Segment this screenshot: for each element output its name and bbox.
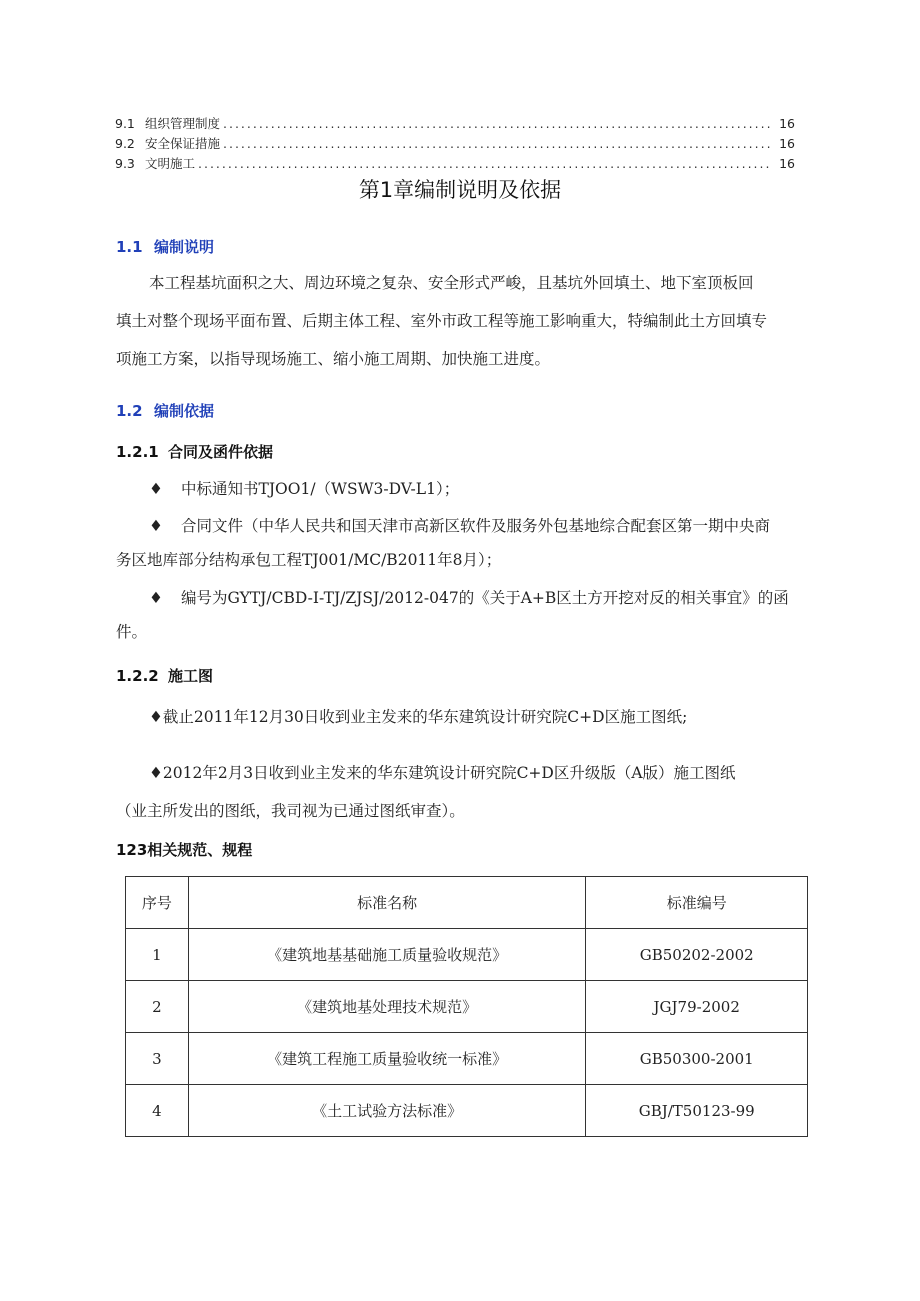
list-item [149, 586, 789, 608]
table-cell: 2 [126, 981, 189, 1033]
section-number: 1.2 [116, 402, 143, 420]
bullet-icon: ♦ [149, 517, 163, 535]
text-line: ♦2012年2月3日收到业主发来的华东建筑设计研究院C+D区升级版（A版）施工图纸 [149, 764, 736, 782]
table-cell: 3 [126, 1033, 189, 1085]
list-item-text: 编号为GYTJ/CBD-I-TJ/ZJSJ/2012-047的《关于A+B区土方开挖对反的相关事宜》的函 [181, 589, 789, 607]
table-cell: 1 [126, 929, 189, 981]
table-row [126, 929, 808, 981]
text-line: （业主所发出的图纸，我司视为已通过图纸审查）。 [116, 802, 465, 820]
section-heading-1-1 [116, 236, 214, 257]
subsection-number: 1.2.2 [116, 667, 159, 685]
list-item-text: 合同文件（中华人民共和国天津市高新区软件及服务外包基地综合配套区第一期中央商 [181, 517, 771, 535]
table-cell: 《建筑地基基础施工质量验收规范》 [188, 929, 586, 981]
list-item-text: 中标通知书TJOO1/（WSW3-DV-L1）； [181, 480, 460, 498]
subsection-title: 施工图 [168, 667, 214, 685]
table-cell: GBJ/T50123-99 [586, 1085, 808, 1137]
subsection-number: 1.2.1 [116, 443, 159, 461]
subsection-heading-1-2-1 [116, 441, 273, 462]
table-cell: 《建筑地基处理技术规范》 [188, 981, 586, 1033]
toc-number: 9.3 [115, 156, 135, 171]
toc-number: 9.1 [115, 116, 135, 131]
chapter-title: 第1章编制说明及依据 [358, 178, 562, 202]
column-header: 序号 [126, 877, 189, 929]
table-cell: GB50202-2002 [586, 929, 808, 981]
table-row [126, 1033, 808, 1085]
section-title: 编制依据 [154, 402, 215, 420]
toc-number: 9.2 [115, 136, 135, 151]
toc-page: 16 [779, 116, 795, 131]
list-item-continuation: 务区地库部分结构承包工程TJ001/MC/B2011年8月）； [116, 551, 502, 569]
standards-table [125, 876, 808, 1137]
table-cell: 4 [126, 1085, 189, 1137]
list-item-continuation: 件。 [116, 623, 148, 641]
subsection-heading-1-2-2 [116, 665, 213, 686]
table-cell: GB50300-2001 [586, 1033, 808, 1085]
bullet-icon: ♦ [149, 589, 163, 607]
column-header: 标准名称 [188, 877, 586, 929]
table-cell: 《建筑工程施工质量验收统一标准》 [188, 1033, 586, 1085]
list-item [149, 514, 770, 536]
table-row [126, 981, 808, 1033]
table-header-row [126, 877, 808, 929]
table-of-contents [115, 114, 795, 174]
toc-page: 16 [779, 136, 795, 151]
section-title: 编制说明 [154, 238, 215, 256]
text-line: 本工程基坑面积之大、周边环境之复杂、安全形式严峻，且基坑外回填土、地下室顶板回 [149, 274, 754, 292]
paragraph-drawing-1: ♦截止2011年12月30日收到业主发来的华东建筑设计研究院C+D区施工图纸; [149, 708, 688, 726]
toc-page: 16 [779, 156, 795, 171]
list-item [149, 477, 459, 499]
toc-entry[interactable] [115, 154, 795, 174]
section-heading-1-2 [116, 400, 214, 421]
table-cell: 《土工试验方法标准》 [188, 1085, 586, 1137]
subsection-heading-1-2-3: 123相关规范、规程 [116, 841, 253, 859]
toc-title: 文明施工 [145, 156, 196, 171]
section-number: 1.1 [116, 238, 143, 256]
toc-title: 安全保证措施 [145, 136, 221, 151]
table-cell: JGJ79-2002 [586, 981, 808, 1033]
toc-leader [223, 136, 772, 151]
toc-title: 组织管理制度 [145, 116, 221, 131]
column-header: 标准编号 [586, 877, 808, 929]
table-row [126, 1085, 808, 1137]
toc-leader [198, 156, 772, 171]
toc-entry[interactable] [115, 134, 795, 154]
toc-entry[interactable] [115, 114, 795, 134]
paragraph-description [116, 264, 806, 378]
toc-leader [223, 116, 772, 131]
bullet-icon: ♦ [149, 480, 163, 498]
paragraph-drawing-2 [116, 754, 806, 830]
text-line: 填土对整个现场平面布置、后期主体工程、室外市政工程等施工影响重大，特编制此土方回填专 [116, 312, 768, 330]
subsection-title: 合同及函件依据 [168, 443, 274, 461]
text-line: 项施工方案，以指导现场施工、缩小施工周期、加快施工进度。 [116, 350, 551, 368]
